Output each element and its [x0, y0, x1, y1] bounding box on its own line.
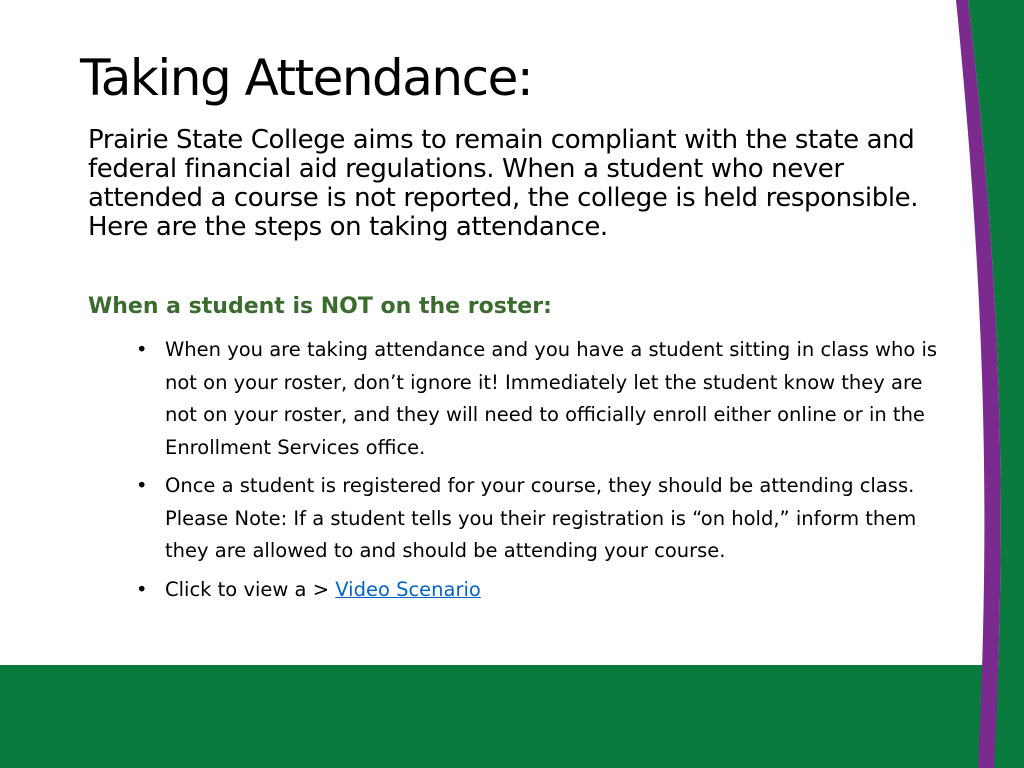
- intro-paragraph: Prairie State College aims to remain compliant with the state and federal financial aid regulations. When a student who never attended a course is not reported, the college is held responsible. Here are the steps on taking attendance.: [88, 125, 919, 242]
- bullet-text: Click to view a >: [165, 577, 336, 601]
- slide-title: Taking Attendance:: [80, 49, 533, 107]
- bullet-marker: •: [136, 474, 148, 497]
- bottom-green-band: [0, 665, 1024, 768]
- bullet-text: When you are taking attendance and you have a student sitting in class who is not on your roster, don’t ignore it! Immediately let the student know they are not on your roster, and they will need to officially enroll either online or in the Enrollment Services office.: [165, 338, 938, 459]
- bullet-text: Once a student is registered for your course, they should be attending class. Please Note: If a student tells you their registration is “on hold,” inform them they are allowed to and should be attending your course.: [165, 474, 917, 562]
- video-scenario-link[interactable]: Video Scenario: [335, 577, 481, 601]
- bullet-item: [136, 334, 956, 464]
- bullet-item: [136, 574, 956, 607]
- bullet-item: [136, 470, 956, 568]
- bullet-marker: •: [136, 338, 148, 361]
- roster-subheading: When a student is NOT on the roster:: [88, 294, 552, 319]
- bullet-list: [136, 334, 956, 612]
- bullet-marker: •: [136, 577, 148, 601]
